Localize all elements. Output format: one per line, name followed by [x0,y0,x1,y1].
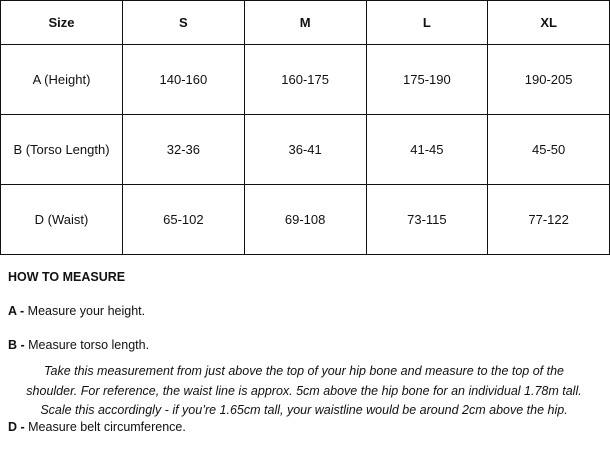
table-row [1,115,610,185]
cell-value: 77-122 [488,185,610,255]
instruction-d-text: Measure belt circumference. [24,420,186,434]
instruction-b-text: Measure torso length. [24,338,150,352]
header-m: M [244,1,366,45]
cell-value: 69-108 [244,185,366,255]
cell-value: 175-190 [366,45,488,115]
cell-value: 32-36 [123,115,245,185]
instruction-d-key: D - [8,420,25,434]
torso-detail-paragraph [4,362,604,421]
cell-value: 45-50 [488,115,610,185]
row-label: D (Waist) [1,185,123,255]
cell-value: 36-41 [244,115,366,185]
torso-detail-line: shoulder. For reference, the waist line is approx. 5cm above the hip bone for an individual 1.78m tall. [26,383,582,398]
instruction-a-key: A - [8,304,25,318]
cell-value: 140-160 [123,45,245,115]
row-label: B (Torso Length) [1,115,123,185]
cell-value: 160-175 [244,45,366,115]
instruction-a [8,304,145,318]
cell-value: 73-115 [366,185,488,255]
header-s: S [123,1,245,45]
torso-detail-line: Take this measurement from just above the top of your hip bone and measure to the top of the [44,364,564,378]
header-xl: XL [488,1,610,45]
row-label: A (Height) [1,45,123,115]
instruction-a-text: Measure your height. [24,304,146,318]
table-row [1,185,610,255]
cell-value: 190-205 [488,45,610,115]
table-row [1,45,610,115]
instruction-d [8,420,186,434]
header-size: Size [1,1,123,45]
header-row [1,1,610,45]
cell-value: 65-102 [123,185,245,255]
header-l: L [366,1,488,45]
how-to-measure-heading: HOW TO MEASURE [8,270,126,284]
instruction-b [8,338,149,352]
cell-value: 41-45 [366,115,488,185]
torso-detail-line: Scale this accordingly - if you’re 1.65cm tall, your waistline would be around 2cm above the hip. [40,403,568,417]
instruction-b-key: B - [8,338,25,352]
